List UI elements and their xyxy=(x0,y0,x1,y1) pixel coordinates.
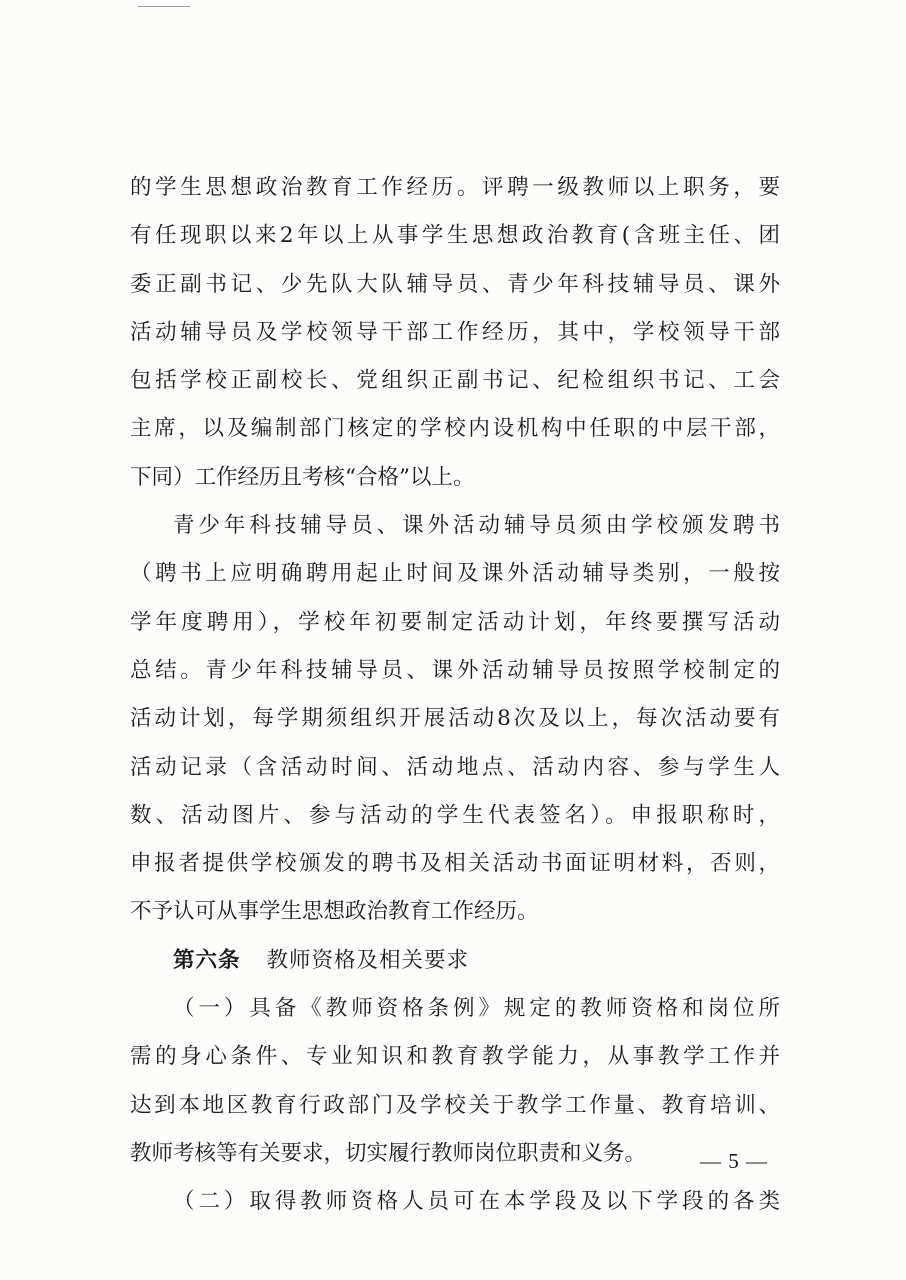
text-line: 包括学校正副校长、党组织正副书记、纪检组织书记、工会 xyxy=(130,368,780,394)
text-line: 数、活动图片、参与活动的学生代表签名）。申报职称时， xyxy=(130,802,780,828)
item-teacher-qualification xyxy=(130,985,780,1178)
top-rule-divider xyxy=(138,6,190,7)
text-line: 活动辅导员及学校领导干部工作经历，其中，学校领导干部 xyxy=(130,319,780,345)
text-line: 主席，以及编制部门核定的学校内设机构中任职的中层干部， xyxy=(130,416,780,442)
article-number: 第六条 xyxy=(173,947,241,973)
text-line: 活动记录（含活动时间、活动地点、活动内容、参与学生人 xyxy=(130,754,780,780)
text-line: 教师考核等有关要求，切实履行教师岗位职责和义务。 xyxy=(130,1140,647,1166)
text-line: 委正副书记、少先队大队辅导员、青少年科技辅导员、课外 xyxy=(130,271,780,297)
text-line: 下同）工作经历且考核“合格”以上。 xyxy=(130,464,475,490)
paragraph-political-education-experience xyxy=(130,164,780,502)
text-line: 有任现职以来2年以上从事学生思想政治教育(含班主任、团 xyxy=(130,223,780,249)
text-line: 学年度聘用），学校年初要制定活动计划，年终要撰写活动 xyxy=(130,609,780,635)
text-line: 达到本地区教育行政部门及学校关于教学工作量、教育培训、 xyxy=(130,1092,780,1118)
paragraph-counselor-appointment xyxy=(130,502,780,937)
text-line: （二）取得教师资格人员可在本学段及以下学段的各类 xyxy=(173,1189,780,1215)
text-line: 的学生思想政治教育工作经历。评聘一级教师以上职务，要 xyxy=(130,175,780,200)
text-line: 活动计划，每学期须组织开展活动8次及以上，每次活动要有 xyxy=(130,706,780,732)
text-line: （一）具备《教师资格条例》规定的教师资格和岗位所 xyxy=(173,996,780,1022)
item-qualification-scope xyxy=(130,1178,780,1226)
text-line: 青少年科技辅导员、课外活动辅导员须由学校颁发聘书 xyxy=(173,513,780,539)
text-line: 总结。青少年科技辅导员、课外活动辅导员按照学校制定的 xyxy=(130,657,780,683)
text-line: 不予认可从事学生思想政治教育工作经历。 xyxy=(130,899,539,925)
article-title: 教师资格及相关要求 xyxy=(266,947,470,973)
text-line: 申报者提供学校颁发的聘书及相关活动书面证明材料，否则， xyxy=(130,851,780,877)
text-line: 需的身心条件、专业知识和教育教学能力，从事教学工作并 xyxy=(130,1044,780,1070)
article-heading xyxy=(130,937,780,985)
text-line: （聘书上应明确聘用起止时间及课外活动辅导类别，一般按 xyxy=(130,561,780,587)
page-number: — 5 — xyxy=(700,1149,768,1173)
document-body xyxy=(130,164,780,1227)
